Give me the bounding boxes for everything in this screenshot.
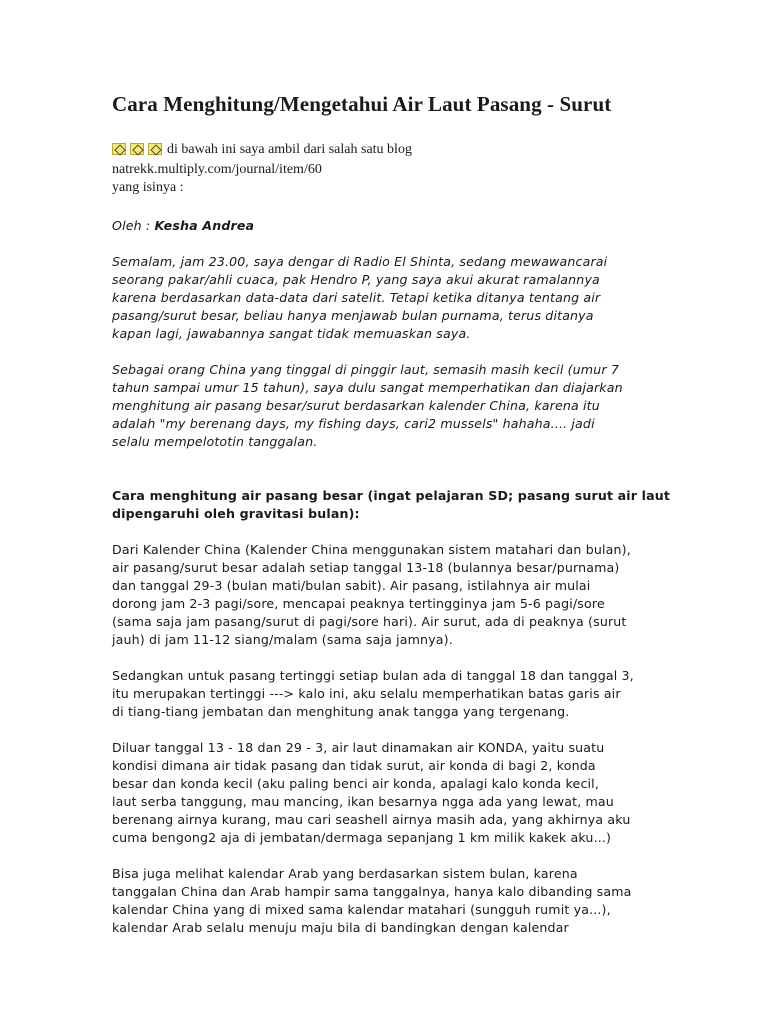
smiley-icons [112,143,166,161]
text-line: Sebagai orang China yang tinggal di pinggir laut, semasih masih kecil (umur 7 [112,362,620,377]
text-line: Dari Kalender China (Kalender China menggunakan sistem matahari dan bulan), [112,542,631,557]
text-line: dan tanggal 29-3 (bulan mati/bulan sabit). Air pasang, istilahnya air mulai [112,578,591,593]
text-line: kalendar China yang di mixed sama kalendar matahari (sungguh rumit ya...), [112,902,611,917]
text-line: kondisi dimana air tidak pasang dan tidak surut, air konda di bagi 2, konda [112,758,596,773]
source-link: natrekk.multiply.com/journal/item/60 [112,162,322,177]
text-line: besar dan konda kecil (aku paling benci air konda, apalagi kalo konda kecil, [112,776,599,791]
text-line: Bisa juga melihat kalendar Arab yang berdasarkan sistem bulan, karena [112,866,578,881]
intro-block [112,141,672,197]
text-line: cuma bengong2 aja di jembatan/dermaga sepanjang 1 km milik kakek aku...) [112,830,612,845]
text-line: pasang/surut besar, beliau hanya menjawab bulan purnama, terus ditanya [112,308,594,323]
text-line: adalah "my berenang days, my fishing days, cari2 mussels" hahaha.... jadi [112,416,595,431]
text-line: tahun sampai umur 15 tahun), saya dulu sangat memperhatikan dan diajarkan [112,380,623,395]
author-line [112,217,672,235]
text-line: karena berdasarkan data-data dari satelit. Tetapi ketika ditanya tentang air [112,290,601,305]
text-line: Semalam, jam 23.00, saya dengar di Radio El Shinta, sedang mewawancarai [112,254,608,269]
paragraph [112,667,672,721]
intro-line-1 [112,141,672,161]
author-name: Kesha Andrea [154,218,255,233]
article-body [112,217,672,937]
paragraph [112,739,672,847]
text-line: itu merupakan tertinggi ---> kalo ini, aku selalu memperhatikan batas garis air [112,686,621,701]
text-line: di tiang-tiang jembatan dan menghitung anak tangga yang tergenang. [112,704,570,719]
text-line: Diluar tanggal 13 - 18 dan 29 - 3, air laut dinamakan air KONDA, yaitu suatu [112,740,605,755]
paragraph [112,541,672,649]
text-line: dorong jam 2-3 pagi/sore, mencapai peaknya tertingginya jam 5-6 pagi/sore [112,596,605,611]
text-line: Sedangkan untuk pasang tertinggi setiap bulan ada di tanggal 18 dan tanggal 3, [112,668,634,683]
text-line: kalendar Arab selalu menuju maju bila di bandingkan dengan kalendar [112,920,569,935]
text-line: laut serba tanggung, mau mancing, ikan besarnya ngga ada yang lewat, mau [112,794,614,809]
text-line: dipengaruhi oleh gravitasi bulan): [112,506,360,521]
text-line: berenang airnya kurang, mau cari seashell airnya masih ada, yang akhirnya aku [112,812,631,827]
text-line: tanggalan China dan Arab hampir sama tanggalnya, hanya kalo dibanding sama [112,884,632,899]
paragraph [112,253,672,343]
page-title: Cara Menghitung/Mengetahui Air Laut Pasang - Surut [112,92,612,116]
text-line: menghitung air pasang besar/surut berdasarkan kalender China, karena itu [112,398,600,413]
smiley-icon [112,143,126,155]
paragraph [112,361,672,451]
author-prefix: Oleh : [112,218,155,233]
text-line: air pasang/surut besar adalah setiap tanggal 13-18 (bulannya besar/purnama) [112,560,620,575]
text-line: (sama saja jam pasang/surut di pagi/sore hari). Air surut, ada di peaknya (surut [112,614,627,629]
text-line: seorang pakar/ahli cuaca, pak Hendro P, yang saya akui akurat ramalannya [112,272,600,287]
smiley-icon [148,143,162,155]
intro-text: di bawah ini saya ambil dari salah satu blog [167,142,412,157]
smiley-icon [130,143,144,155]
text-line: jauh) di jam 11-12 siang/malam (sama saja jamnya). [112,632,453,647]
section-heading [112,487,672,523]
text-line: selalu mempelototin tanggalan. [112,434,318,449]
text-line: Cara menghitung air pasang besar (ingat pelajaran SD; pasang surut air laut [112,488,671,503]
document-page [112,92,672,955]
intro-text: yang isinya : [112,180,184,195]
text-line: kapan lagi, jawabannya sangat tidak memuaskan saya. [112,326,471,341]
paragraph [112,865,672,937]
